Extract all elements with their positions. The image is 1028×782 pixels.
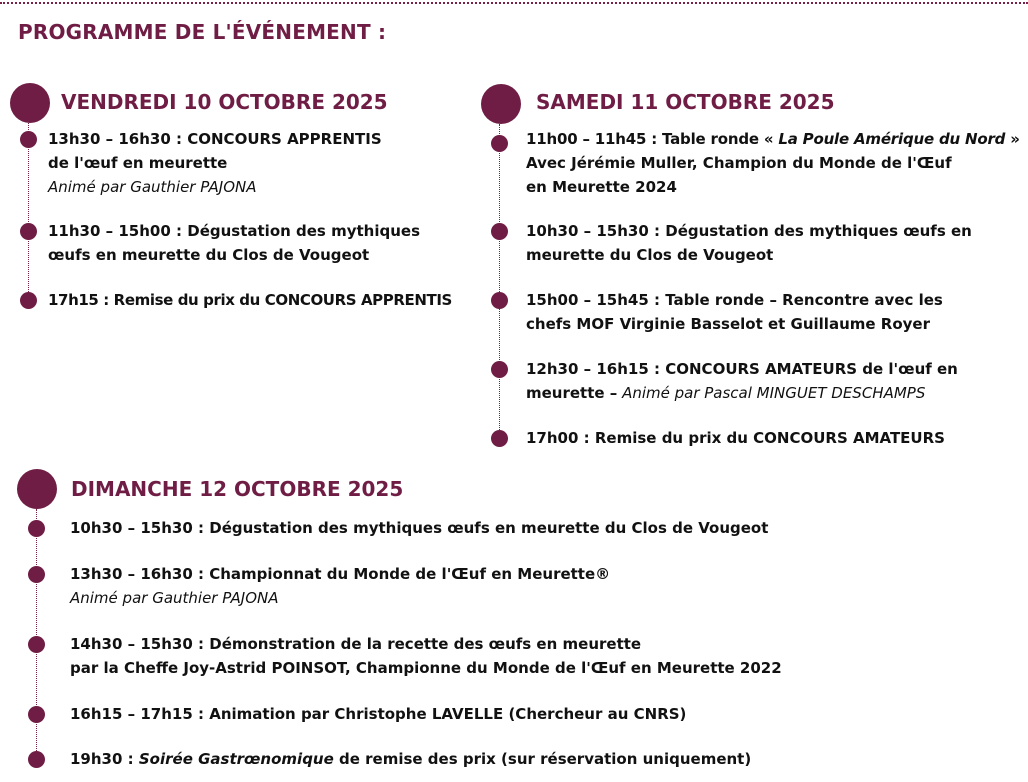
event-line: 13h30 – 16h30 : CONCOURS APPRENTIS bbox=[48, 130, 382, 148]
event-line: 10h30 – 15h30 : Dégustation des mythiques œufs en meurette du Clos de Vougeot bbox=[70, 519, 769, 537]
event-host: Animé par Gauthier PAJONA bbox=[48, 178, 257, 196]
day-marker-sunday bbox=[17, 469, 57, 509]
event-bullet bbox=[491, 430, 508, 447]
timeline-friday bbox=[28, 123, 29, 300]
event-line: 14h30 – 15h30 : Démonstration de la recette des œufs en meurette bbox=[70, 635, 642, 653]
day-marker-saturday bbox=[481, 84, 521, 124]
event-bullet bbox=[20, 131, 37, 148]
event-line: 11h00 – 11h45 : Table ronde « La Poule Amérique du Nord » bbox=[526, 130, 1020, 148]
event-bullet bbox=[491, 292, 508, 309]
event-line: 19h30 : Soirée Gastrœnomique de remise des prix (sur réservation uniquement) bbox=[70, 750, 752, 768]
event-line: 10h30 – 15h30 : Dégustation des mythiques œufs en bbox=[526, 222, 972, 240]
event-line: Avec Jérémie Muller, Champion du Monde de l'Œuf bbox=[526, 154, 952, 172]
event-bullet bbox=[28, 636, 45, 653]
event-line: 11h30 – 15h00 : Dégustation des mythiques bbox=[48, 222, 420, 240]
page-title: PROGRAMME DE L'ÉVÉNEMENT : bbox=[18, 20, 387, 44]
day-heading-saturday: SAMEDI 11 OCTOBRE 2025 bbox=[536, 90, 835, 114]
event-bullet bbox=[28, 751, 45, 768]
event-line: 17h15 : Remise du prix du CONCOURS APPRENTIS bbox=[48, 291, 452, 309]
event-line: de l'œuf en meurette bbox=[48, 154, 228, 172]
event-line: 16h15 – 17h15 : Animation par Christophe LAVELLE (Chercheur au CNRS) bbox=[70, 705, 687, 723]
event-host: Animé par Gauthier PAJONA bbox=[70, 589, 279, 607]
day-heading-friday: VENDREDI 10 OCTOBRE 2025 bbox=[61, 90, 388, 114]
event-bullet bbox=[20, 223, 37, 240]
event-bullet bbox=[491, 361, 508, 378]
event-line: meurette du Clos de Vougeot bbox=[526, 246, 774, 264]
top-dotted-divider bbox=[0, 2, 1028, 4]
event-bullet bbox=[491, 135, 508, 152]
event-line: œufs en meurette du Clos de Vougeot bbox=[48, 246, 370, 264]
timeline-saturday bbox=[499, 124, 500, 442]
event-line: 17h00 : Remise du prix du CONCOURS AMATEURS bbox=[526, 429, 945, 447]
event-bullet bbox=[28, 566, 45, 583]
event-bullet bbox=[28, 520, 45, 537]
event-bullet bbox=[28, 706, 45, 723]
event-line: meurette – Animé par Pascal MINGUET DESCHAMPS bbox=[526, 384, 926, 402]
event-bullet bbox=[491, 223, 508, 240]
day-marker-friday bbox=[10, 83, 50, 123]
event-line: 12h30 – 16h15 : CONCOURS AMATEURS de l'œuf en bbox=[526, 360, 958, 378]
event-line: en Meurette 2024 bbox=[526, 178, 677, 196]
day-heading-sunday: DIMANCHE 12 OCTOBRE 2025 bbox=[71, 477, 404, 501]
event-line: par la Cheffe Joy-Astrid POINSOT, Championne du Monde de l'Œuf en Meurette 2022 bbox=[70, 659, 782, 677]
event-line: 15h00 – 15h45 : Table ronde – Rencontre avec les bbox=[526, 291, 943, 309]
event-bullet bbox=[20, 292, 37, 309]
event-line: chefs MOF Virginie Basselot et Guillaume Royer bbox=[526, 315, 930, 333]
event-line: 13h30 – 16h30 : Championnat du Monde de l'Œuf en Meurette® bbox=[70, 565, 611, 583]
